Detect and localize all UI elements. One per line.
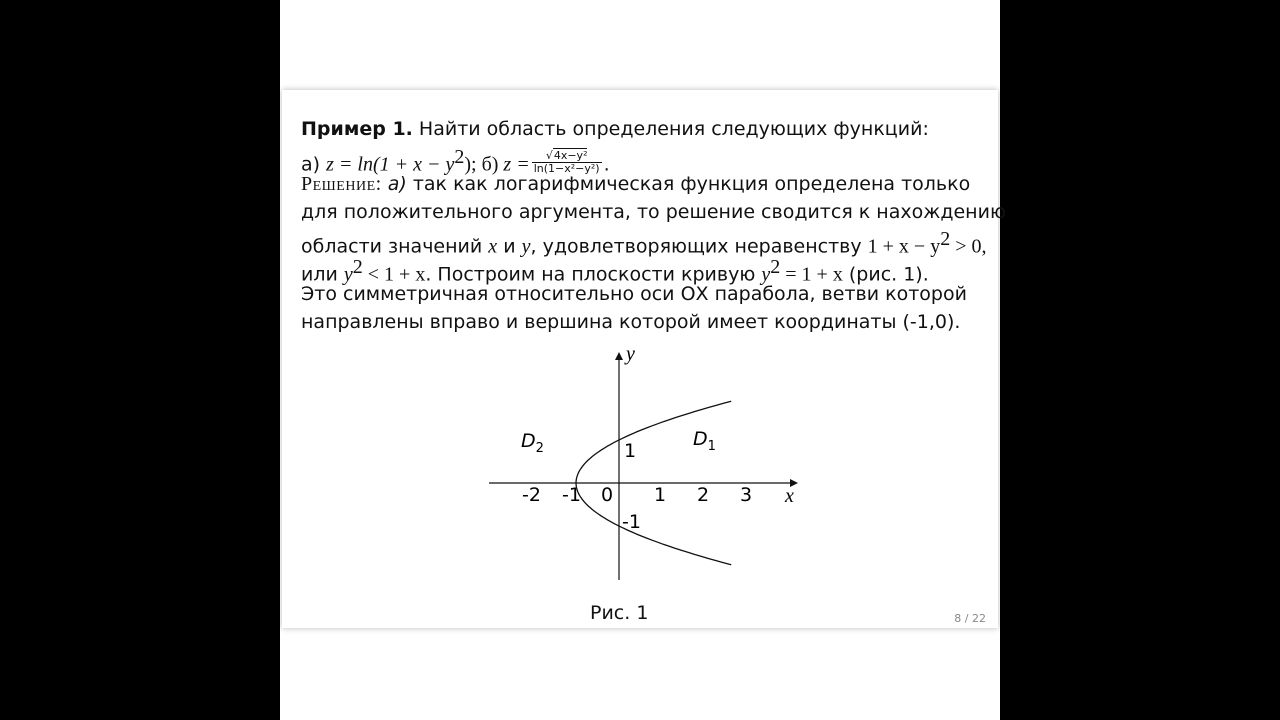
region-d2-label: $D_2$ [521,430,544,456]
x-tick-label: 1 [654,484,667,506]
ineq2-exp: 2 [352,255,363,278]
fraction-denominator: ln(1−x²−y²) [533,161,600,175]
figure-ref: (рис. 1). [842,262,929,285]
solution-line-5: Это симметричная относительно оси ОХ парабола, ветви которой [301,283,967,305]
formula-a-tail: ); б) [464,152,504,175]
formula-b-end: . [603,152,610,175]
parabola-figure [282,90,1006,628]
example-task: Найти область определения следующих функций: [412,118,929,140]
figure-caption: Рис. 1 [590,602,649,624]
formula-a: z = ln(1 + x − y [326,152,455,175]
y-tick-label: -1 [622,511,641,533]
solution-text-3a: области значений [301,235,489,258]
x-axis-label: x [785,485,794,507]
x-tick-label: 2 [697,484,710,506]
x-tick-label: 0 [601,484,614,506]
solution-line-6: направлены вправо и вершина которой имеет координаты (-1,0). [301,310,961,333]
curve-exp: 2 [770,255,781,278]
page-number: 8 / 22 [954,612,986,625]
solution-text-4d: . Построим на плоскости кривую [425,262,762,285]
formula-b-lhs: z = [503,152,530,175]
inequality-exp: 2 [940,228,951,250]
part-a-label: а) [301,152,327,175]
solution-text-1: так как логарифмическая функция определена только [406,173,971,195]
slide [282,90,1006,628]
solution-text-4a: или [301,262,344,285]
solution-line-2: для положительного аргумента, то решение сводится к нахождению [301,200,1006,223]
solution-label: Решение: [301,173,382,195]
var-x: x [488,235,498,258]
x-tick-label: -1 [562,484,581,506]
formula-a-exp: 2 [454,145,465,168]
fraction-numerator: √4x−y² [532,150,602,163]
example-heading: Пример 1. [301,118,413,140]
curve-rhs: = 1 + x [780,262,843,285]
y-axis-label: y [626,343,635,365]
word-and: и [497,235,522,258]
ineq2-rhs: < 1 + x [362,262,426,285]
y-tick-label: 1 [624,440,637,462]
var-y: y [521,235,531,258]
y-axis-arrow [615,352,623,360]
x-tick-label: 3 [740,484,753,506]
inequality-rhs: > 0, [950,235,987,258]
region-d1-label: $D_1$ [693,428,716,454]
ineq2-y: y [343,262,353,285]
radicand: 4x−y² [553,148,588,162]
curve-y: y [761,262,771,285]
solution-text-3b: , удовлетворяющих неравенству [530,235,868,258]
inequality-lhs: 1 + x − y [867,235,941,258]
x-tick-label: -2 [522,484,541,506]
solution-part: а) [381,173,407,195]
